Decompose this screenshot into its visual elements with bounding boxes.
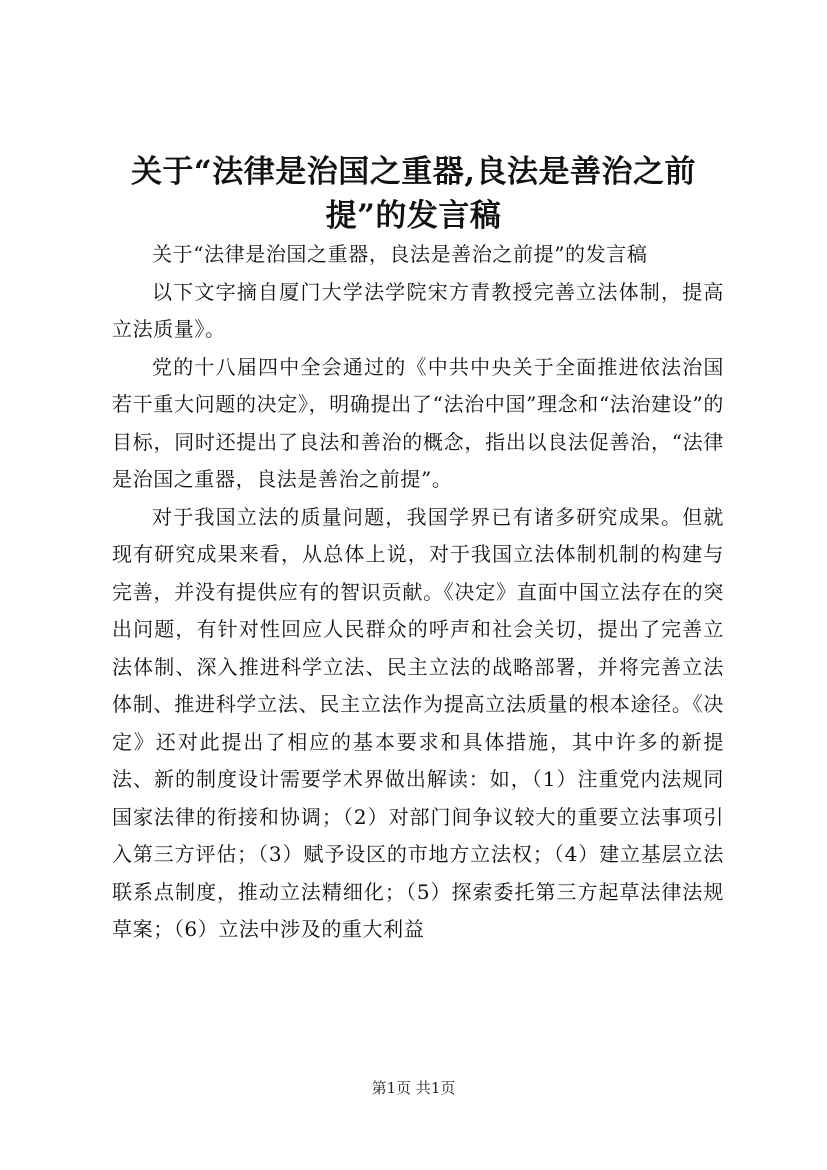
title-line-1: 关于“法律是治国之重器,良法是善治之前 [130,154,697,190]
title-line-2: 提”的发言稿 [325,198,502,234]
paragraph-heading: 关于“法律是治国之重器，良法是善治之前提”的发言稿 [152,242,648,266]
paragraph-legislation-quality: 对于我国立法的质量问题，我国学界已有诸多研究成果。但就现有研究成果来看，从总体上说，对于我国立法体制机制的构建与完善，并没有提供应有的智识贡献。《决定》直面中国立法存在的突出问题，有针对性回应人民群众的呼声和社会关切，提出了完善立法体制、深入推进科学立法、民主立法的战略部署，并将完善立法体制、推进科学立法、民主立法作为提高立法质量的根本途径。《决定》还对此提出了相应的基本要求和具体措施，其中许多的新提法、新的制度设计需要学术界做出解读：如，（1）注重党内法规同国家法律的衔接和协调；（2）对部门间争议较大的重要立法事项引入第三方评估；（3）赋予设区的市地方立法权；（4）建立基层立法联系点制度，推动立法精细化；（5）探索委托第三方起草法律法规草案；（6）立法中涉及的重大利益 [112,504,724,941]
document-title [100,150,727,238]
paragraph-source: 以下文字摘自厦门大学法学院宋方青教授完善立法体制，提高立法质量》。 [112,279,724,341]
document-body [112,236,724,949]
page-footer [0,1078,827,1098]
page-number: 第1页 共1页 [371,1079,456,1097]
paragraph-decision: 党的十八届四中全会通过的《中共中央关于全面推进依法治国若干重大问题的决定》，明确提出了“法治中国”理念和“法治建设”的目标，同时还提出了良法和善治的概念，指出以良法促善治，“法律是治国之重器，良法是善治之前提”。 [112,354,724,491]
